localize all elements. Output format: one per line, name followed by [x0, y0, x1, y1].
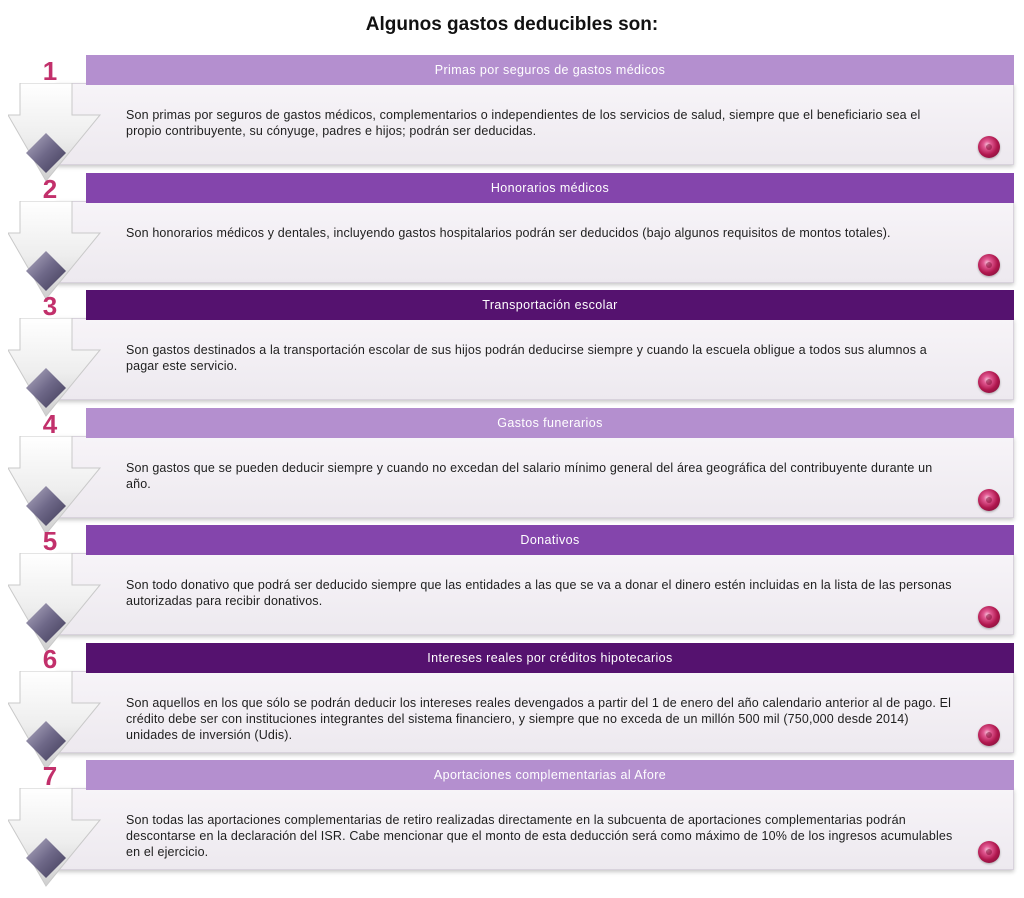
item-number: 5 — [42, 526, 58, 556]
item-header: Transportación escolar — [86, 290, 1014, 320]
deductible-item-3 — [0, 290, 1024, 402]
item-number: 4 — [42, 408, 58, 439]
pink-bullet-icon[interactable] — [978, 254, 1000, 276]
deductible-item-1 — [0, 55, 1024, 167]
item-header: Primas por seguros de gastos médicos — [86, 55, 1014, 85]
deductible-item-6 — [0, 643, 1024, 755]
item-description: Son primas por seguros de gastos médicos, complementarios o independientes de los servicios de salud, siempre que el beneficiario sea el propio contribuyente, su cónyuge, padres e hijos; podrán ser deducidas. — [126, 108, 921, 138]
pink-bullet-icon[interactable] — [978, 724, 1000, 746]
item-number: 3 — [42, 291, 58, 321]
deductible-item-4 — [0, 408, 1024, 520]
pink-bullet-icon[interactable] — [978, 606, 1000, 628]
deductible-item-5 — [0, 525, 1024, 637]
item-number: 1 — [42, 56, 58, 86]
item-description: Son honorarios médicos y dentales, incluyendo gastos hospitalarios podrán ser deducidos (bajo algunos requisitos de montos totales). — [126, 225, 891, 240]
item-header: Intereses reales por créditos hipotecarios — [86, 643, 1014, 673]
item-header: Gastos funerarios — [86, 408, 1014, 438]
item-number: 2 — [42, 173, 58, 204]
item-description: Son gastos que se pueden deducir siempre y cuando no excedan del salario mínimo general del área geográfica del contribuyente durante un año. — [126, 460, 933, 491]
item-header: Honorarios médicos — [86, 173, 1014, 203]
item-header: Donativos — [86, 525, 1014, 555]
pink-bullet-icon[interactable] — [978, 841, 1000, 863]
pink-bullet-icon[interactable] — [978, 136, 1000, 158]
item-description: Son gastos destinados a la transportación escolar de sus hijos podrán deducirse siempre y cuando la escuela obligue a todos sus alumnos a pagar este servicio. — [126, 343, 927, 373]
item-description: Son aquellos en los que sólo se podrán deducir los intereses reales devengados a partir del 1 de enero del año calendario anterior al de pago. El crédito debe ser con instituciones integrantes del sistema financiero, y siempre que no exceda de un millón 500 mil (750,000 desde 2014) unidades de inversión (Udis). — [126, 695, 952, 742]
deductible-item-2 — [0, 173, 1024, 285]
page-title: Algunos gastos deducibles son: — [365, 14, 659, 35]
item-number: 6 — [42, 643, 58, 674]
pink-bullet-icon[interactable] — [978, 489, 1000, 511]
item-description: Son todo donativo que podrá ser deducido siempre que las entidades a las que se va a donar el dinero estén incluidas en la lista de las personas autorizadas para recibir donativos. — [126, 578, 952, 608]
item-header: Aportaciones complementarias al Afore — [86, 760, 1014, 790]
item-number: 7 — [42, 761, 58, 791]
deductible-item-7 — [0, 760, 1024, 872]
item-description: Son todas las aportaciones complementarias de retiro realizadas directamente en la subcuenta de aportaciones complementarias podrán descontarse en la declaración del ISR. Cabe mencionar que el monto de esta deducción será como máximo de 10% de los ingresos acumulables en el ejercicio. — [126, 813, 953, 859]
item-card — [56, 201, 1014, 283]
pink-bullet-icon[interactable] — [978, 371, 1000, 393]
down-arrow-icon — [8, 788, 106, 898]
